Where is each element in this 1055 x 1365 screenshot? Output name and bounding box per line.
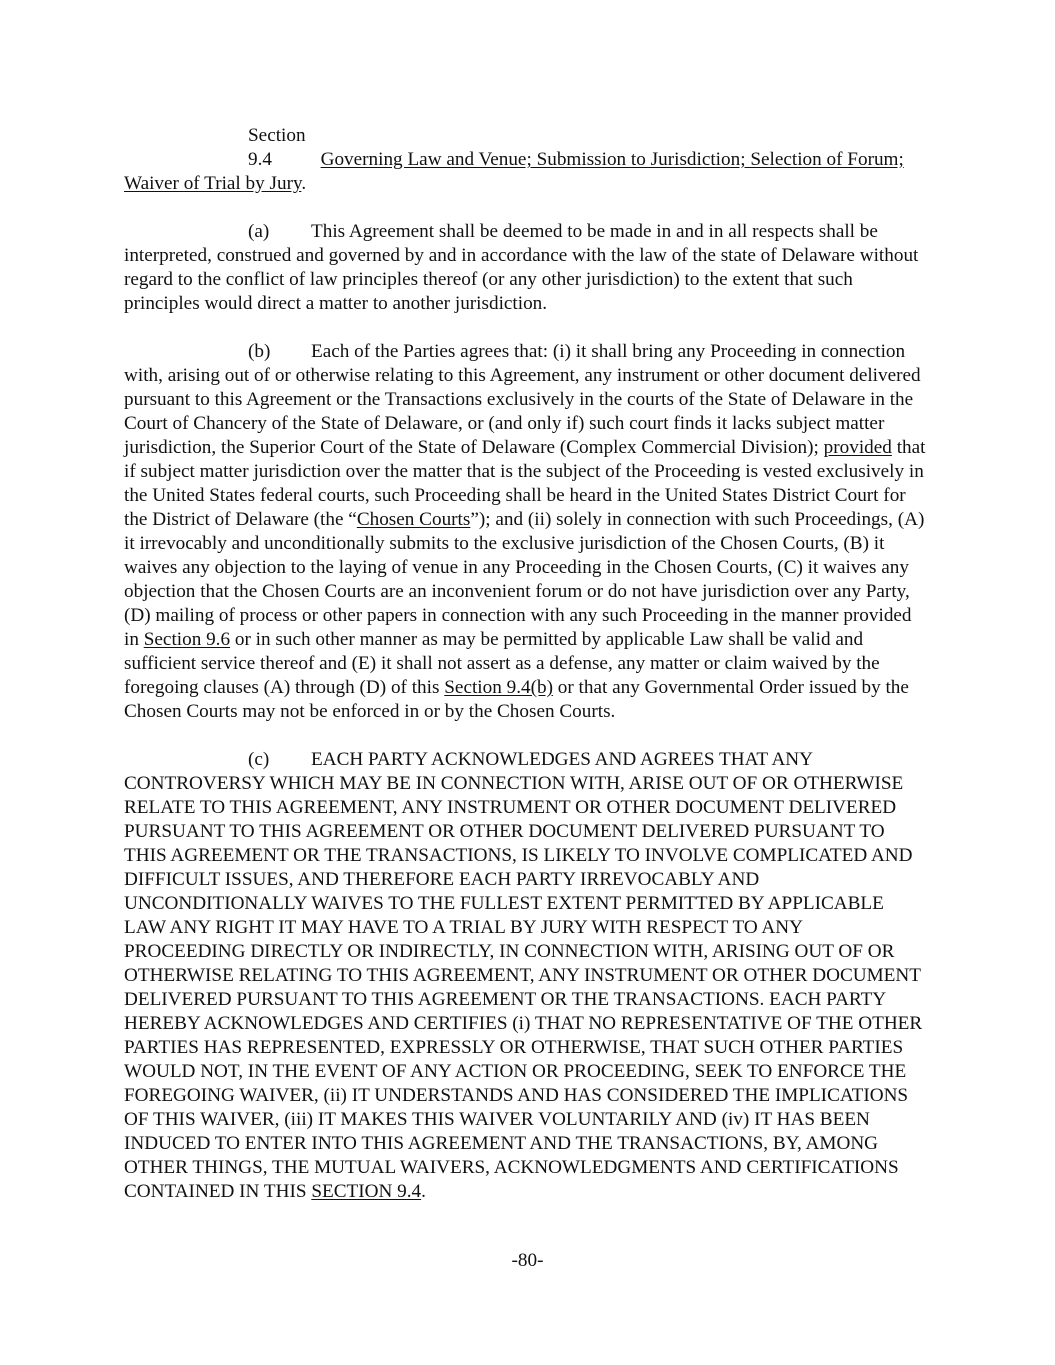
paragraph-c-text-1: EACH PARTY ACKNOWLEDGES AND AGREES THAT ANY CONTROVERSY WHICH MAY BE IN CONNECTION WITH, ARISE OUT OF OR OTHERWISE RELATE TO THIS AGREEMENT, ANY INSTRUMENT OR OTHER DOCUMENT DELIVERED PURSUANT TO THIS AGREEMENT OR OTHER DOCUMENT DELIVERED PURSUANT TO THIS AGREEMENT OR THE TRANSACTIONS, IS LIKELY TO INVOLVE COMPLICATED AND DIFFICULT ISSUES, AND THEREFORE EACH PARTY IRREVOCABLY AND UNCONDITIONALLY WAIVES TO THE FULLEST EXTENT PERMITTED BY APPLICABLE LAW ANY RIGHT IT MAY HAVE TO A TRIAL BY JURY WITH RESPECT TO ANY PROCEEDING DIRECTLY OR INDIRECTLY, IN CONNECTION WITH, ARISING OUT OF OR OTHERWISE RELATING TO THIS AGREEMENT, ANY INSTRUMENT OR OTHER DOCUMENT DELIVERED PURSUANT TO THIS AGREEMENT OR THE TRANSACTIONS. EACH PARTY HEREBY ACKNOWLEDGES AND CERTIFIES (i) THAT NO REPRESENTATIVE OF THE OTHER PARTIES HAS REPRESENTED, EXPRESSLY OR OTHERWISE, THAT SUCH OTHER PARTIES WOULD NOT, IN THE EVENT OF ANY ACTION OR PROCEEDING, SEEK TO ENFORCE THE FOREGOING WAIVER, (ii) IT UNDERSTANDS AND HAS CONSIDERED THE IMPLICATIONS OF THIS WAIVER, (iii) IT MAKES THIS WAIVER VOLUNTARILY AND (iv) IT HAS BEEN INDUCED TO ENTER INTO THIS AGREEMENT AND THE TRANSACTIONS, BY, AMONG OTHER THINGS, THE MUTUAL WAIVERS, ACKNOWLEDGMENTS AND CERTIFICATIONS CONTAINED IN THIS — [124, 749, 923, 1202]
paragraph-a-text: This Agreement shall be deemed to be made in and in all respects shall be interpreted, construed and governed by and in accordance with the law of the state of Delaware without regard to the conflict of law principles thereof (or any other jurisdiction) to the extent that such principles would direct a matter to another jurisdiction. — [124, 221, 919, 314]
paragraph-b-text-5: or that any Governmental Order issued by the Chosen Courts may not be enforced in or by the Chosen Courts. — [124, 677, 909, 722]
section-heading — [124, 124, 926, 196]
paragraph-a-label: (a) — [248, 221, 270, 242]
paragraph-b-label: (b) — [248, 341, 271, 362]
section-title-end: . — [301, 173, 307, 194]
provided-term: provided — [823, 437, 892, 458]
paragraph-c-text-2: . — [421, 1181, 426, 1202]
document-page — [124, 124, 926, 1228]
page-number: -80- — [511, 1250, 544, 1271]
paragraph-b-text-4: or in such other manner as may be permitted by applicable Law shall be valid and sufficient service thereof and (E) it shall not assert as a defense, any matter or claim waived by the foregoing clauses (A) through (D) of this — [124, 629, 880, 698]
section-9-4b-reference: Section 9.4(b) — [444, 677, 553, 698]
paragraph-b-text-1: Each of the Parties agrees that: (i) it shall bring any Proceeding in connection with, arising out of or otherwise relating to this Agreement, any instrument or other document delivered pursuant to this Agreement or the Transactions exclusively in the courts of the State of Delaware in the Court of Chancery of the State of Delaware, or (and only if) such court finds it lacks subject matter jurisdiction, the Superior Court of the State of Delaware (Complex Commercial Division); — [124, 341, 921, 458]
paragraph-b-text-2: that if subject matter jurisdiction over the matter that is the subject of the Proceeding is vested exclusively in the United States federal courts, such Proceeding shall be heard in the United States District Court for the District of Delaware (the “ — [124, 437, 926, 530]
section-number: Section 9.4 — [248, 125, 306, 170]
paragraph-c — [124, 748, 926, 1204]
paragraph-c-label: (c) — [248, 749, 270, 770]
paragraph-a — [124, 220, 926, 316]
paragraph-b — [124, 340, 926, 724]
section-title: Governing Law and Venue; Submission to Jurisdiction; Selection of Forum; Waiver of Trial by Jury — [124, 149, 904, 194]
section-9-6-reference: Section 9.6 — [143, 629, 231, 650]
section-9-4-reference: SECTION 9.4 — [311, 1181, 422, 1202]
chosen-courts-term: Chosen Courts — [356, 509, 471, 530]
paragraph-b-text-3: ”); and (ii) solely in connection with such Proceedings, (A) it irrevocably and unconditionally submits to the exclusive jurisdiction of the Chosen Courts, (B) it waives any objection to the laying of venue in any Proceeding in the Chosen Courts, (C) it waives any objection that the Chosen Courts are an inconvenient forum or do not have jurisdiction over any Party, (D) mailing of process or other papers in connection with any such Proceeding in the manner provided in — [124, 509, 925, 650]
